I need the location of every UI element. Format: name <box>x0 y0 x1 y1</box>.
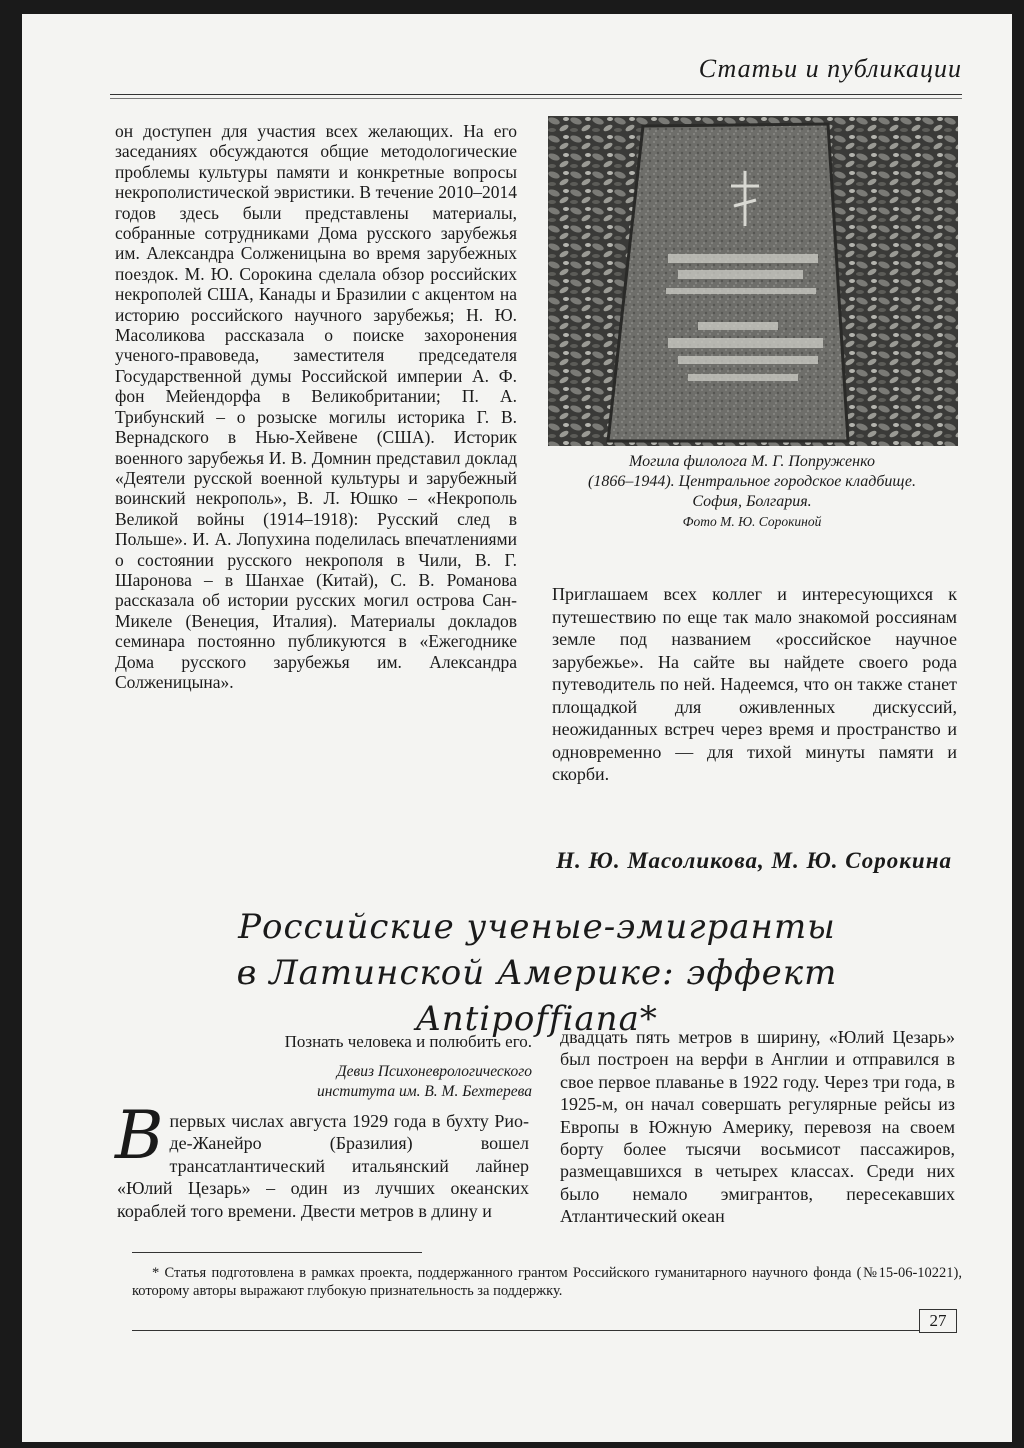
footnote-separator <box>132 1252 422 1253</box>
article-body-left <box>115 1097 529 1222</box>
drop-cap: В <box>115 1097 164 1174</box>
grave-photo-image <box>548 116 958 446</box>
epigraph-source-line: Девиз Психоневрологического <box>336 1063 532 1080</box>
photo-caption <box>542 452 962 532</box>
article-title <box>122 904 952 1042</box>
epigraph-source-line: института им. В. М. Бехтерева <box>316 1083 532 1100</box>
section-header-title: Статьи и публикации <box>698 54 962 83</box>
article-body-right: двадцать пять метров в ширину, «Юлий Цезарь» был построен на верфи в Англии и отправился в свое первое плаванье в 1922 году. Через три года, в 1925-м, он начал совершать регулярные рейсы из Европы в Южную Америку, перевозя на своем борту более тысячи восьмисот пассажиров, размещавшихся в четырех классах. Среди них было немало эмигрантов, пересекавших Атлантический океан <box>560 1027 955 1227</box>
photo-credit: Фото М. Ю. Сорокиной <box>682 514 822 529</box>
header-rule-thin <box>110 98 962 99</box>
epigraph <box>222 1032 532 1102</box>
right-column-text: Приглашаем всех коллег и интересующихся к путешествию по еще так мало знакомой россиянам земле под названием «российское научное зарубежье». На сайте вы найдете своего рода путеводитель по ней. Надеемся, что он также станет площадкой для оживленных дискуссий, неожиданных встреч через время и пространство и одновременно — для тихой минуты памяти и скорби. <box>552 584 957 784</box>
epigraph-source <box>222 1062 532 1102</box>
caption-line: Могила филолога М. Г. Попруженко <box>629 453 875 470</box>
article-title-line: в Латинской Америке: эффект Antipoffiana* <box>236 953 838 1039</box>
article-authors: Н. Ю. Масоликова, М. Ю. Сорокина <box>556 848 952 873</box>
page-number: 27 <box>919 1309 957 1333</box>
header-rule <box>110 94 962 95</box>
left-column-text: он доступен для участия всех желающих. На его заседаниях обсуждаются общие методологические проблемы культуры памяти и конкретные вопросы некрополистической эвристики. В течение 2010–2014 годов здесь были представлены материалы, собранные сотрудниками Дома русского зарубежья им. Александра Солженицына во время зарубежных поездок. М. Ю. Сорокина сделала обзор российских некрополей США, Канады и Бразилии с акцентом на историю российского научного зарубежья; Н. Ю. Масоликова рассказала о поиске захоронения ученого-правоведа, заместителя председателя Государственной думы Российской империи А. Ф. фон Мейендорфа в Великобритании; П. А. Трибунский – о розыске могилы историка Г. В. Вернадского в Нью-Хейвене (США). Историк военного зарубежья И. В. Домнин представил доклад «Деятели русской военной культуры и зарубежный воинский некрополь», В. Л. Юшко – «Некрополь Великой войны (1914–1918): Русский след в Польше». И. А. Лопухина поделилась впечатлениями о состоянии русского некрополя в Чили, В. Г. Шаронова – в Шанхае (Китай), С. В. Романова рассказала об истории русских могил острова Сан-Микеле (Венеция, Италия). Материалы докладов семинара постоянно публикуются в «Ежегоднике Дома русского зарубежья им. Александра Солженицына». <box>115 121 517 692</box>
grave-photo <box>548 116 958 446</box>
footnote: * Статья подготовлена в рамках проекта, поддержанного грантом Российского гуманитарного научного фонда (№15-06-10221), которому авторы выражают глубокую признательность за поддержку. <box>132 1265 962 1299</box>
journal-page <box>22 14 1012 1442</box>
article-title-line: Российские ученые-эмигранты <box>238 907 836 947</box>
footer-rule <box>132 1330 919 1331</box>
caption-line: София, Болгария. <box>692 493 812 510</box>
caption-line: (1866–1944). Центральное городское кладбище. <box>588 473 916 490</box>
article-body-left-text: первых числах августа 1929 года в бухту Рио-де-Жанейро (Бразилия) вошел трансатлантический итальянский лайнер «Юлий Цезарь» – один из лучших океанских кораблей того времени. Двести метров в длину и <box>117 1111 529 1221</box>
epigraph-quote: Познать человека и полюбить его. <box>284 1032 532 1051</box>
